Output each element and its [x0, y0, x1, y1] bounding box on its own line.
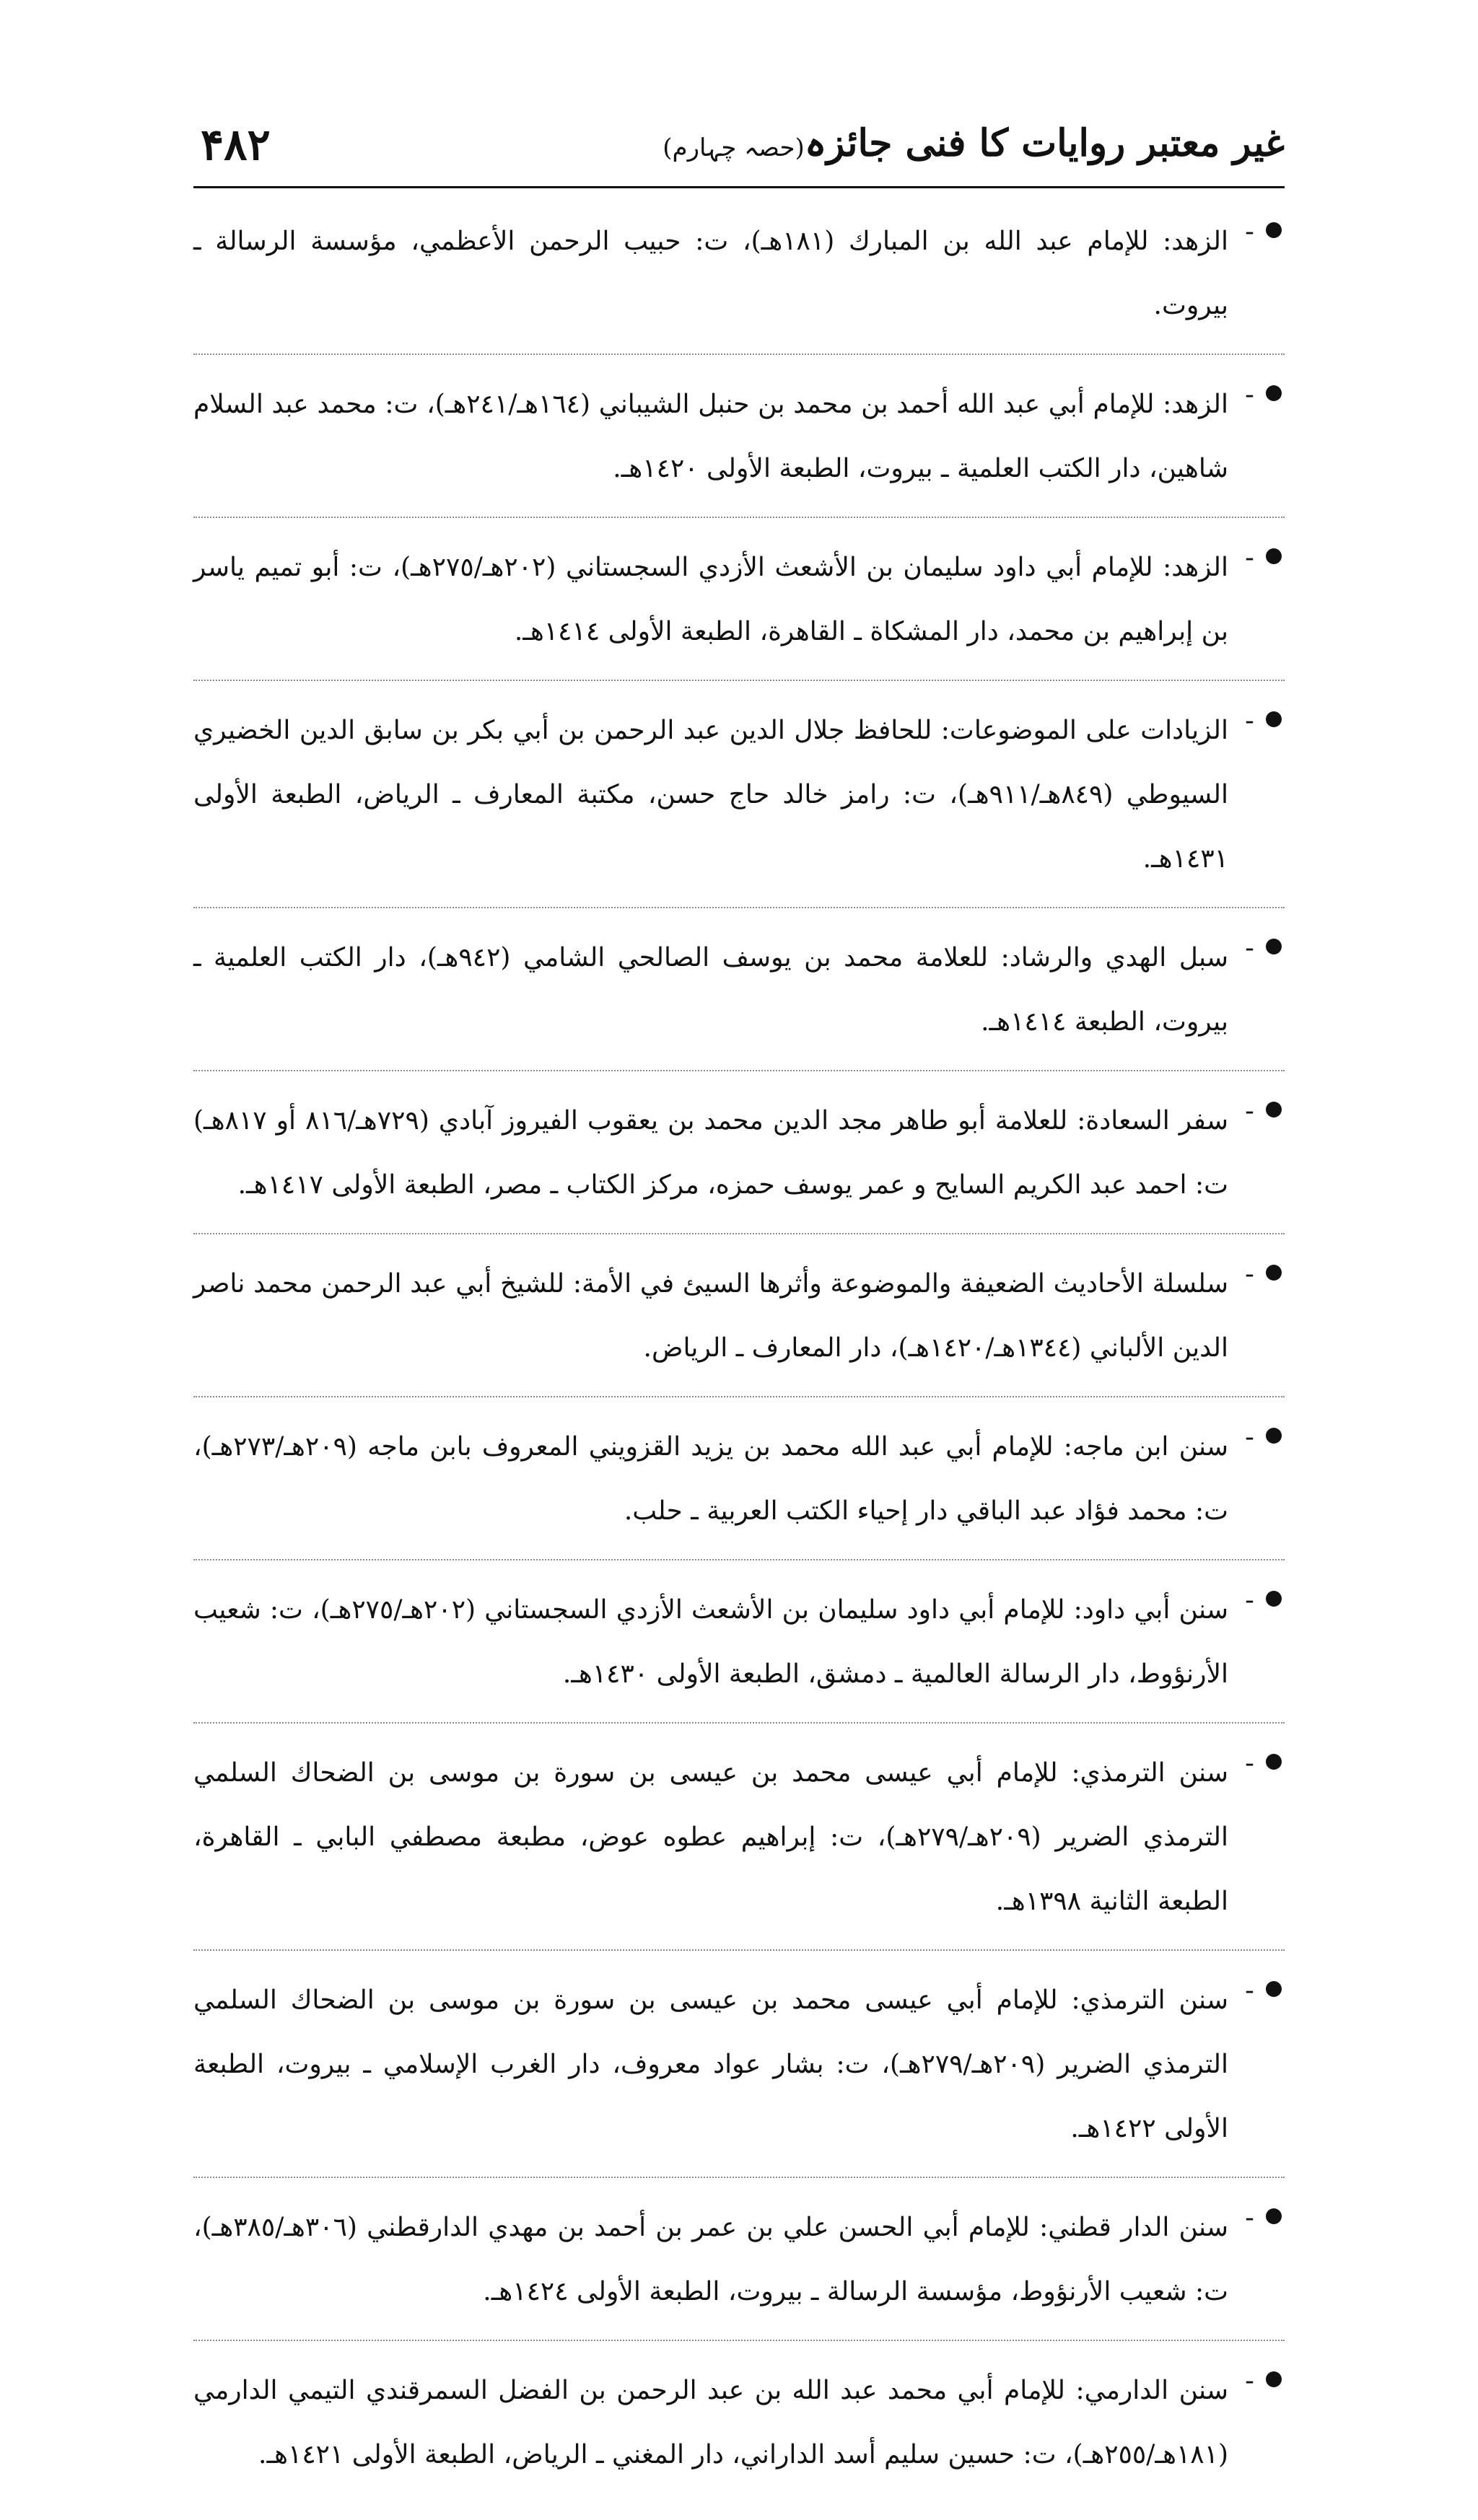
- bullet-icon: [1266, 1102, 1282, 1118]
- running-title: [652, 121, 1285, 165]
- bullet-icon: [1266, 1428, 1282, 1444]
- entry-text: الزهد: للإمام أبي عبد الله أحمد بن محمد بن حنبل الشيباني (١٦٤هـ/٢٤١هـ)، ت: محمد عبد السلام شاهين، دار الكتب العلمية ـ بيروت، الطبعة الأولى ١٤٢٠هـ.: [193, 390, 1228, 483]
- bibliography-entry: [193, 1415, 1285, 1560]
- bullet-icon: [1266, 1754, 1282, 1770]
- bibliography-entry: [193, 209, 1285, 355]
- bullet-icon: [1266, 711, 1282, 727]
- dash-marker: -: [1245, 1097, 1254, 1126]
- bibliography-list: [193, 209, 1285, 2520]
- entry-text: سبل الهدي والرشاد: للعلامة محمد بن يوسف الصالحي الشامي (٩٤٢هـ)، دار الكتب العلمية ـ بيروت، الطبعة ١٤١٤هـ.: [193, 943, 1229, 1037]
- dash-marker: -: [1245, 1586, 1254, 1615]
- entry-text: الزهد: للإمام عبد الله بن المبارك (١٨١هـ)، ت: حبيب الرحمن الأعظمي، مؤسسة الرسالة ـ بيروت.: [193, 227, 1228, 320]
- entry-text: سفر السعادة: للعلامة أبو طاهر مجد الدين محمد بن يعقوب الفيروز آبادي (٧٢٩هـ/٨١٦ أو ٨١٧هـ) ت: احمد عبد الكريم السايح و عمر يوسف حمزه، مركز الكتاب ـ مصر، الطبعة الأولى ١٤١٧هـ.: [193, 1106, 1228, 1200]
- entry-text: سنن الترمذي: للإمام أبي عيسى محمد بن عيسى بن سورة بن موسى بن الضحاك السلمي الترمذي الضرير (٢٠٩هـ/٢٧٩هـ)، ت: بشار عواد معروف، دار الغرب الإسلامي ـ بيروت، الطبعة الأولى ١٤٢٢هـ.: [193, 1985, 1229, 2143]
- bibliography-entry: [193, 926, 1285, 1071]
- bibliography-entry: [193, 1741, 1285, 1951]
- part-label: (حصہ چہارم): [663, 133, 805, 162]
- dash-marker: -: [1245, 934, 1254, 963]
- book-title: غیر معتبر روایات کا فنی جائزہ: [804, 121, 1285, 165]
- dash-marker: -: [1245, 217, 1254, 247]
- bibliography-entry: [193, 372, 1285, 518]
- entry-text: سنن الترمذي: للإمام أبي عيسى محمد بن عيسى بن سورة بن موسى بن الضحاك السلمي الترمذي الضرير (٢٠٩هـ/٢٧٩هـ)، ت: إبراهيم عطوه عوض، مطبعة مصطفي البابي ـ القاهرة، الطبعة الثانية ١٣٩٨هـ.: [193, 1758, 1229, 1916]
- bullet-icon: [1266, 1981, 1282, 1997]
- dash-marker: -: [1245, 380, 1254, 410]
- bibliography-entry: [193, 2358, 1285, 2503]
- bibliography-entry: [193, 535, 1285, 681]
- bibliography-entry: [193, 1578, 1285, 1724]
- entry-text: سلسلة الأحاديث الضعيفة والموضوعة وأثرها السيئ في الأمة: للشيخ أبي عبد الرحمن محمد ناصر الدين الألباني (١٣٤٤هـ/١٤٢٠هـ)، دار المعارف ـ الرياض.: [193, 1269, 1228, 1363]
- dash-marker: -: [1245, 1260, 1254, 1289]
- entry-text: سنن ابن ماجه: للإمام أبي عبد الله محمد بن يزيد القزويني المعروف بابن ماجه (٢٠٩هـ/٢٧٣هـ)، ت: محمد فؤاد عبد الباقي دار إحياء الكتب العربية ـ حلب.: [193, 1432, 1228, 1526]
- entry-text: سنن الدارمي: للإمام أبي محمد عبد الله بن عبد الرحمن بن الفضل السمرقندي التيمي الدارمي (١٨١هـ/٢٥٥هـ)، ت: حسين سليم أسد الداراني، دار المغني ـ الرياض، الطبعة الأولى ١٤٢١هـ.: [193, 2376, 1228, 2469]
- entry-text: الزيادات على الموضوعات: للحافظ جلال الدين عبد الرحمن بن أبي بكر بن سابق الدين الخضيري السيوطي (٨٤٩هـ/٩١١هـ)، ت: رامز خالد حاج حسن، مكتبة المعارف ـ الرياض، الطبعة الأولى ١٤٣١هـ.: [193, 716, 1228, 874]
- dash-marker: -: [1245, 1423, 1254, 1452]
- page-number: ۴۸۲: [201, 120, 271, 170]
- page-header: [193, 108, 1285, 188]
- dash-marker: -: [1245, 706, 1254, 736]
- bibliography-entry: [193, 2195, 1285, 2341]
- bibliography-entry: [193, 1252, 1285, 1397]
- entry-text: سنن أبي داود: للإمام أبي داود سليمان بن الأشعث الأزدي السجستاني (٢٠٢هـ/٢٧٥هـ)، ت: شعيب الأرنؤوط، دار الرسالة العالمية ـ دمشق، الطبعة الأولى ١٤٣٠هـ.: [193, 1595, 1228, 1689]
- bullet-icon: [1266, 939, 1282, 954]
- entry-text: سنن الدار قطني: للإمام أبي الحسن علي بن عمر بن أحمد بن مهدي الدارقطني (٣٠٦هـ/٣٨٥هـ)، ت: شعيب الأرنؤوط، مؤسسة الرسالة ـ بيروت، الطبعة الأولى ١٤٢٤هـ.: [193, 2213, 1228, 2306]
- bullet-icon: [1266, 385, 1282, 401]
- bullet-icon: [1266, 1591, 1282, 1607]
- bibliography-entry: [193, 698, 1285, 908]
- bibliography-entry: [193, 1089, 1285, 1234]
- dash-marker: -: [1245, 1749, 1254, 1778]
- bullet-icon: [1266, 2208, 1282, 2224]
- bullet-icon: [1266, 1265, 1282, 1281]
- dash-marker: -: [1245, 543, 1254, 573]
- dash-marker: -: [1245, 2366, 1254, 2396]
- bullet-icon: [1266, 548, 1282, 564]
- dash-marker: -: [1245, 2203, 1254, 2233]
- bibliography-entry: [193, 1968, 1285, 2178]
- dash-marker: -: [1245, 1976, 1254, 2006]
- entry-text: الزهد: للإمام أبي داود سليمان بن الأشعث الأزدي السجستاني (٢٠٢هـ/٢٧٥هـ)، ت: أبو تميم ياسر بن إبراهيم بن محمد، دار المشكاة ـ القاهرة، الطبعة الأولى ١٤١٤هـ.: [193, 553, 1229, 646]
- bullet-icon: [1266, 222, 1282, 238]
- bullet-icon: [1266, 2371, 1282, 2387]
